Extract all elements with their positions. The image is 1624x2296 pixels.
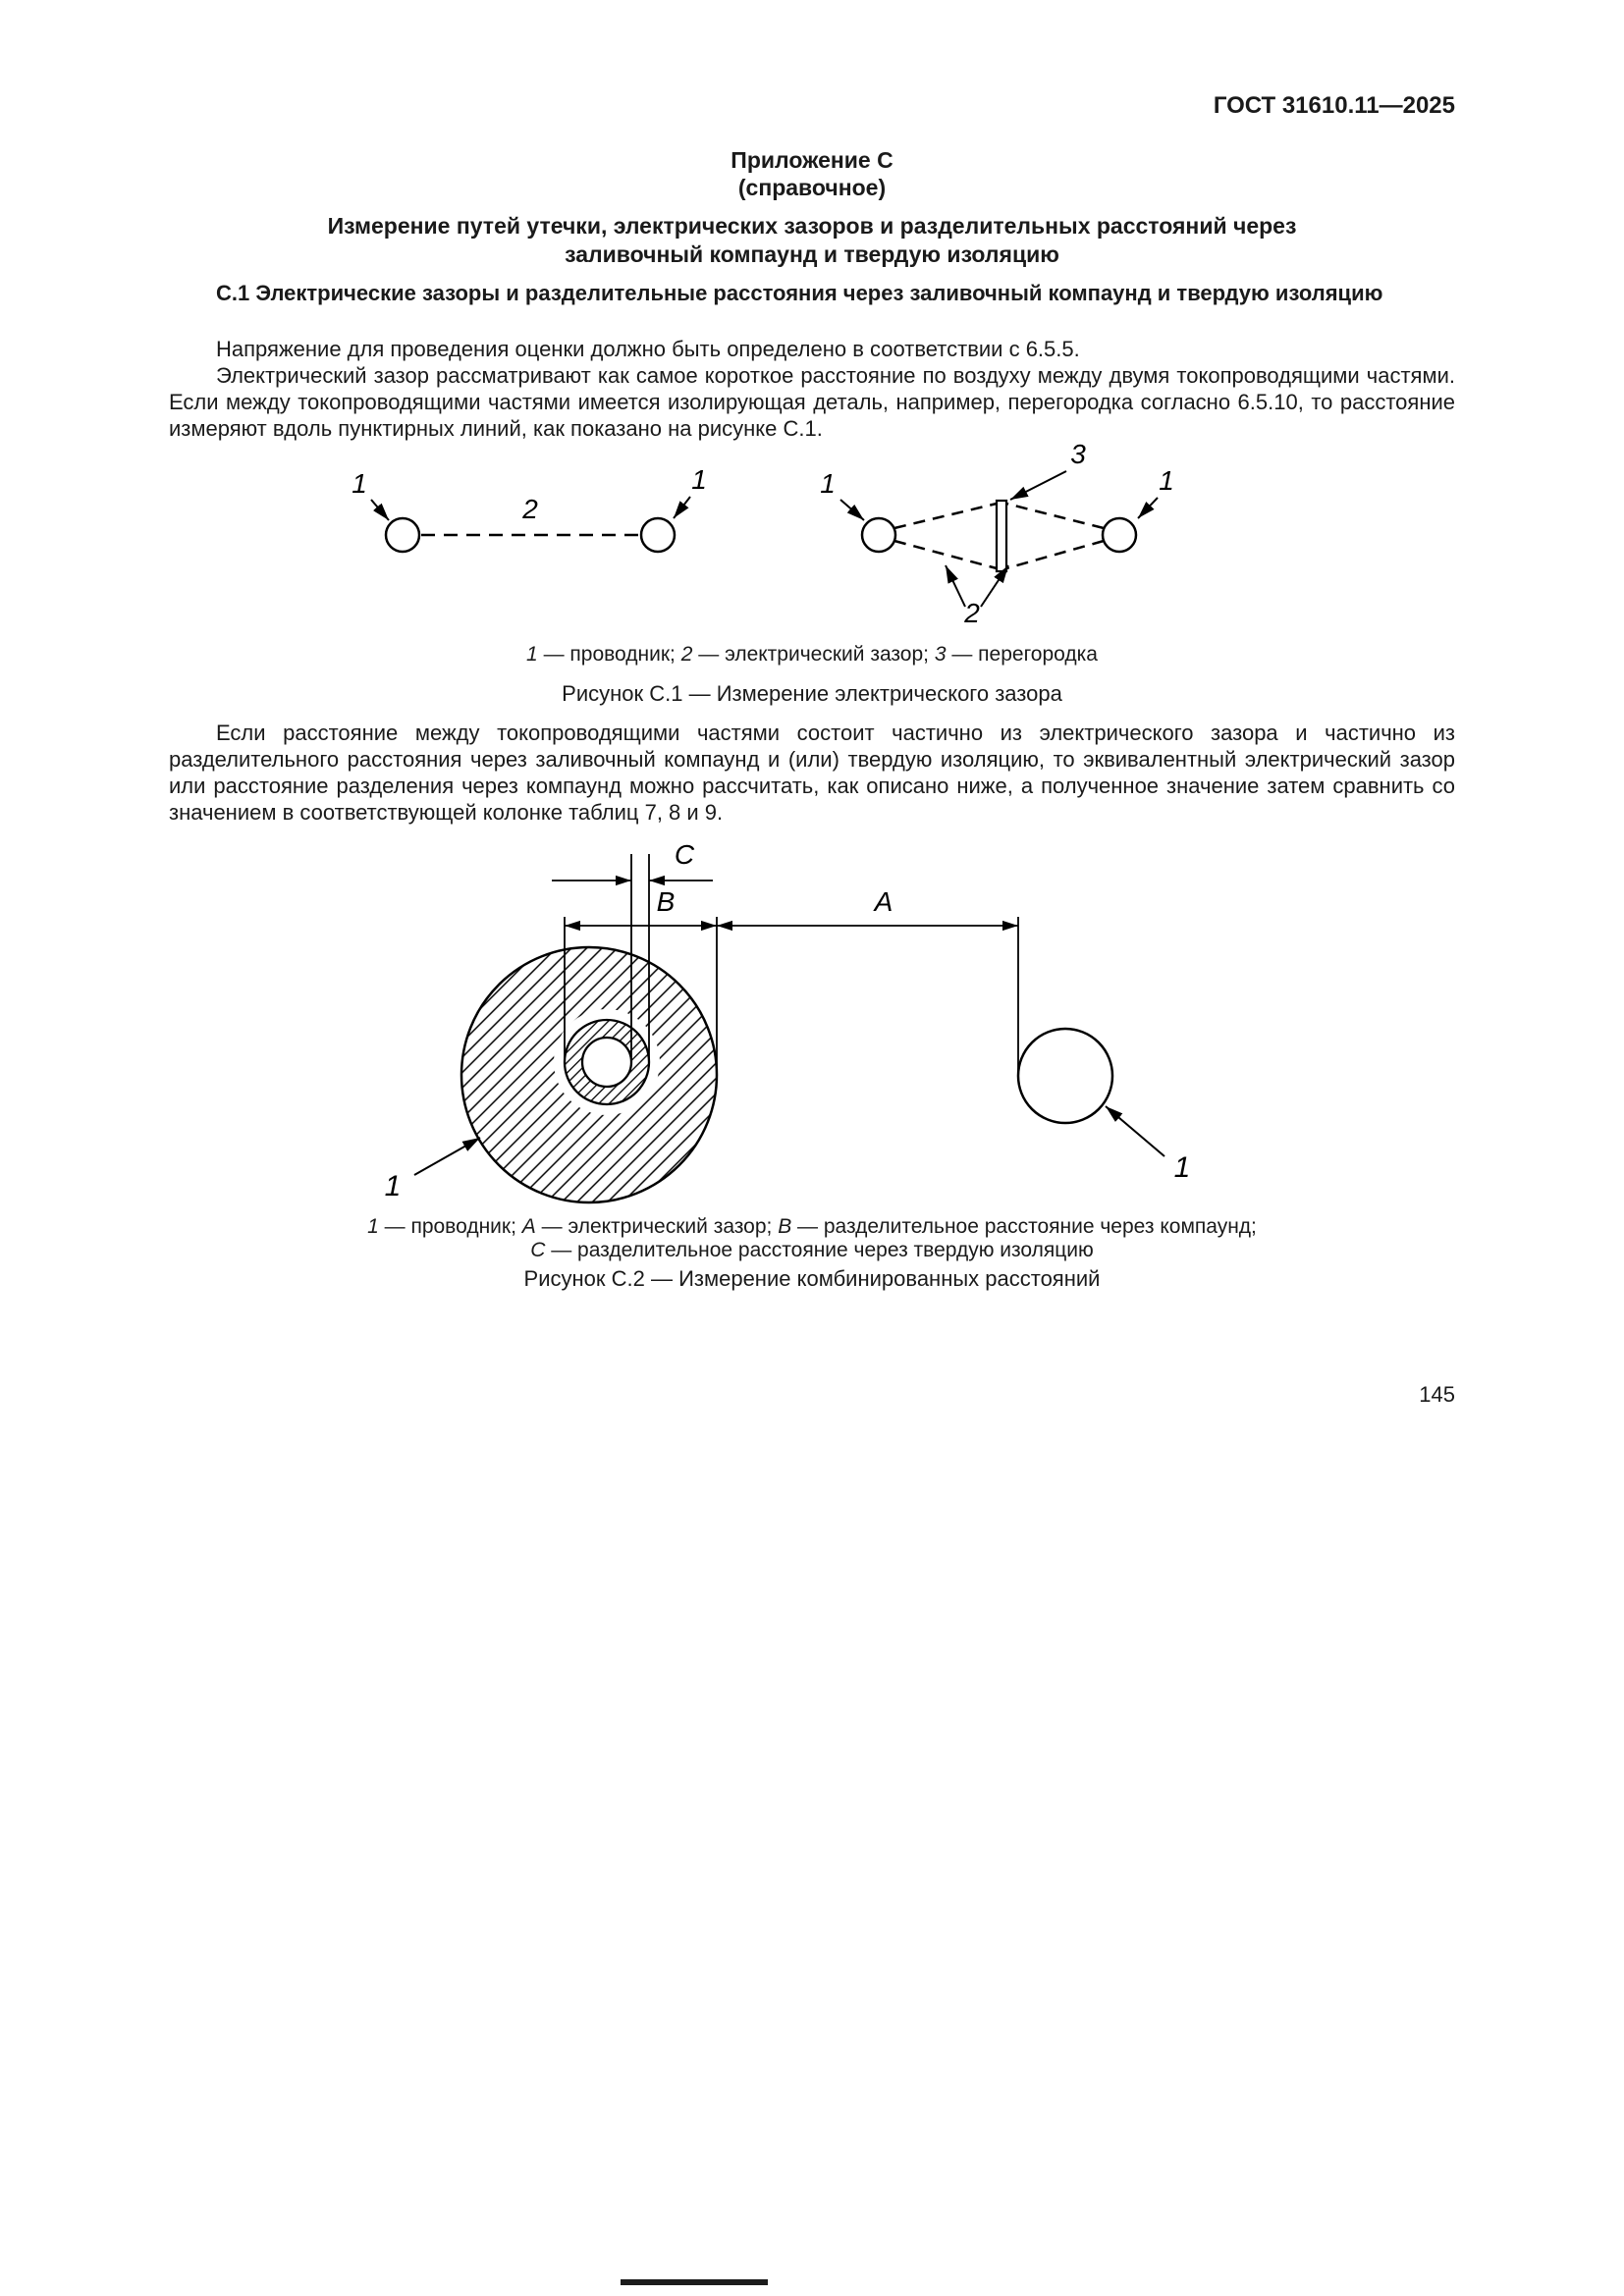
paragraph-voltage: Напряжение для проведения оценки должно быть определено в соответствии с 6.5.5. <box>216 337 1080 361</box>
label-conductor: 1 <box>1173 1151 1191 1184</box>
caption-text: — проводник; <box>537 643 681 666</box>
figure-c1-drawing <box>295 439 1227 638</box>
figure-c1-title: Рисунок С.1 — Измерение электрического зазора <box>562 681 1062 706</box>
leader-arrow <box>946 565 965 607</box>
label-conductor: 1 <box>691 464 707 495</box>
leader-arrow <box>1138 498 1158 518</box>
leader-arrow <box>674 497 690 518</box>
caption-text: — электрический зазор; <box>692 643 935 666</box>
appendix-type: (справочное) <box>737 175 887 200</box>
caption-key: 2 <box>680 643 693 666</box>
label-conductor: 1 <box>384 1170 402 1202</box>
label-clearance: 2 <box>964 598 980 628</box>
appendix-title: Измерение путей утечки, электрических зазоров и разделительных расстояний через заливочный компаунд и твердую изоляцию <box>327 213 1297 267</box>
paragraph-combined-distances: Если расстояние между токопроводящими частями состоит частично из электрического зазора и частично из разделительного расстояния через заливочный компаунд и (или) твердую изоляцию, то эквивалентный электрический зазор или расстояние разделения через компаунд можно рассчитать, как описано ниже, а полученное значение затем сравнить со значением в соответствующей колонке таблиц 7, 8 и 9. <box>169 721 1455 825</box>
clearance-dashed-line <box>1006 504 1104 528</box>
figure-c2-caption-line2 <box>169 1239 1455 1262</box>
leader-arrow <box>414 1138 480 1175</box>
caption-key: 1 <box>526 643 538 666</box>
caption-key: В <box>778 1215 792 1238</box>
figure-c1-caption <box>169 643 1455 667</box>
scan-artifact-mark <box>621 2279 768 2285</box>
caption-key: А <box>521 1215 536 1238</box>
section-heading: С.1 Электрические зазоры и разделительные расстояния через заливочный компаунд и твердую изоляцию <box>216 281 1383 305</box>
page-number: 145 <box>1419 1382 1455 1407</box>
conductor-circle <box>641 518 675 552</box>
label-dimension-c: C <box>674 839 695 870</box>
partition-bar <box>997 501 1006 571</box>
clearance-dashed-line <box>1006 541 1104 568</box>
figure-c2-title: Рисунок С.2 — Измерение комбинированных расстояний <box>523 1266 1101 1291</box>
figure-c2-caption-line1 <box>169 1215 1455 1239</box>
appendix-label: Приложение С <box>731 147 893 173</box>
embedded-conductor-circle <box>582 1038 631 1087</box>
conductor-circle <box>386 518 419 552</box>
label-clearance: 2 <box>522 494 538 524</box>
conductor-circle <box>1103 518 1136 552</box>
label-conductor: 1 <box>820 468 836 499</box>
caption-key: С <box>530 1239 546 1261</box>
label-conductor: 1 <box>352 468 367 499</box>
caption-key: 3 <box>934 643 947 666</box>
leader-arrow <box>840 500 864 520</box>
leader-arrow <box>371 500 389 520</box>
caption-key: 1 <box>367 1215 379 1238</box>
leader-arrow <box>1106 1106 1164 1156</box>
caption-text: — разделительное расстояние через твердую изоляцию <box>545 1239 1094 1261</box>
paragraph-clearance: Электрический зазор рассматривают как самое короткое расстояние по воздуху между двумя токопроводящими частями. Если между токопроводящими частями имеется изолирующая деталь, например, перегородка согласно 6.5.10, то расстояние измеряют вдоль пунктирных линий, как показано на рисунке С.1. <box>169 363 1455 441</box>
clearance-dashed-line <box>894 504 997 528</box>
caption-text: — разделительное расстояние через компаунд; <box>791 1215 1257 1238</box>
figure-c2-caption <box>169 1215 1455 1262</box>
leader-arrow <box>1010 471 1066 500</box>
air-conductor-circle <box>1018 1029 1112 1123</box>
caption-text: — перегородка <box>946 643 1098 666</box>
clearance-dashed-line <box>894 541 997 568</box>
page-header: ГОСТ 31610.11—2025 <box>1213 92 1455 119</box>
conductor-circle <box>862 518 895 552</box>
label-dimension-b: B <box>656 886 676 917</box>
caption-text: — электрический зазор; <box>535 1215 779 1238</box>
label-conductor: 1 <box>1159 465 1174 496</box>
caption-text: — проводник; <box>378 1215 522 1238</box>
leader-arrow <box>981 565 1008 607</box>
label-partition: 3 <box>1070 439 1086 469</box>
label-dimension-a: A <box>874 886 893 917</box>
figure-c2-drawing <box>295 829 1276 1217</box>
